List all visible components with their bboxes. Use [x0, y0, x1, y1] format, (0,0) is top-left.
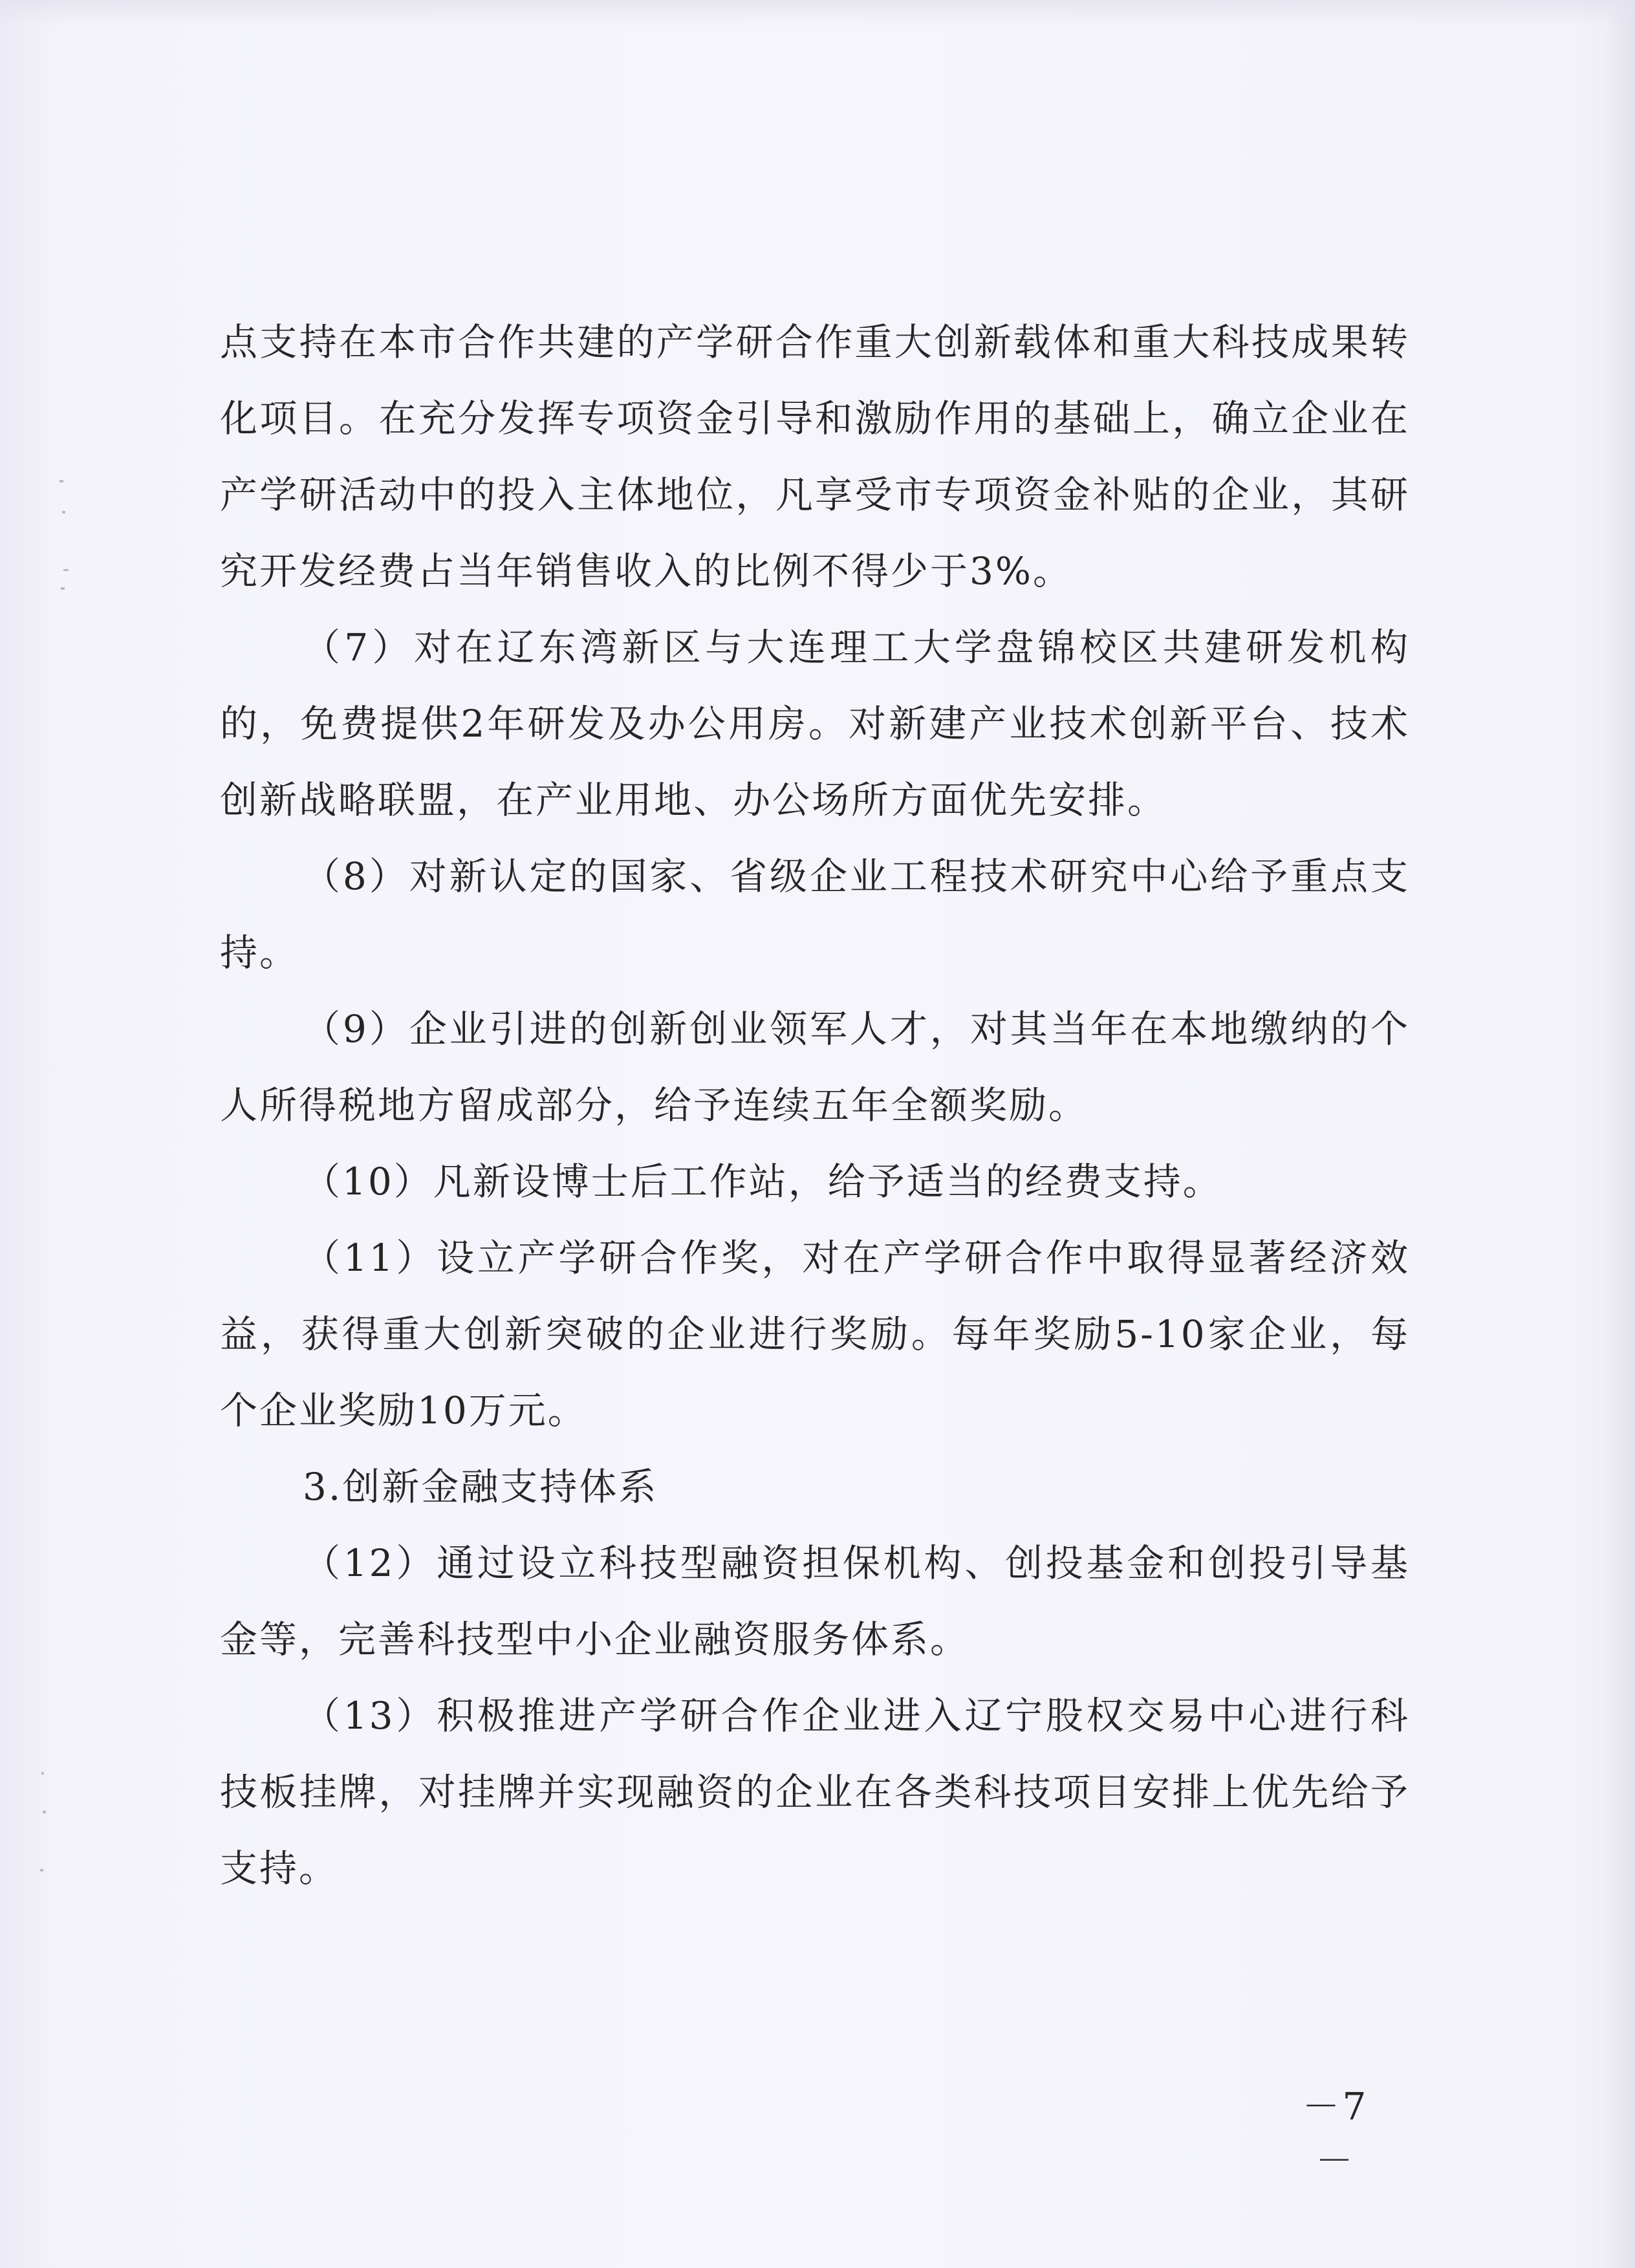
scan-edge-top — [0, 0, 1635, 26]
page-number: －7－ — [1302, 2084, 1369, 2183]
scan-speck — [41, 1772, 44, 1775]
scan-speck — [40, 1869, 43, 1872]
paragraph-item-9: （9）企业引进的创新创业领军人才，对其当年在本地缴纳的个人所得税地方留成部分，给予连续五年全额奖励。 — [220, 1007, 1410, 1127]
paragraph-continuation: 点支持在本市合作共建的产学研合作重大创新载体和重大科技成果转化项目。在充分发挥专项资金引导和激励作用的基础上，确立企业在产学研活动中的投入主体地位，凡享受市专项资金补贴的企业，其研究开发经费占当年销售收入的比例不得少于3%。 — [220, 320, 1410, 593]
paragraph-item-13: （13）积极推进产学研合作企业进入辽宁股权交易中心进行科技板挂牌，对挂牌并实现融资的企业在各类科技项目安排上优先给予支持。 — [220, 1694, 1410, 1890]
paragraph-item-12: （12）通过设立科技型融资担保机构、创投基金和创投引导基金等，完善科技型中小企业融资服务体系。 — [220, 1541, 1410, 1661]
scan-speck — [61, 587, 65, 590]
paragraph-item-11: （11）设立产学研合作奖，对在产学研合作中取得显著经济效益，获得重大创新突破的企业进行奖励。每年奖励5-10家企业，每个企业奖励10万元。 — [220, 1236, 1410, 1432]
section-heading-3: 3.创新金融支持体系 — [303, 1465, 658, 1509]
scan-speck — [60, 480, 63, 482]
scan-speck — [63, 569, 69, 571]
paragraph-item-10: （10）凡新设博士后工作站，给予适当的经费支持。 — [303, 1160, 1222, 1204]
paragraph-item-7: （7）对在辽东湾新区与大连理工大学盘锦校区共建研发机构的，免费提供2年研发及办公用房。对新建产业技术创新平台、技术创新战略联盟，在产业用地、办公场所方面优先安排。 — [220, 625, 1410, 822]
scan-speck — [43, 1811, 46, 1813]
scan-edge-right — [1605, 0, 1635, 2268]
body-text — [220, 304, 1410, 1906]
scan-speck — [62, 511, 65, 513]
paragraph-item-8: （8）对新认定的国家、省级企业工程技术研究中心给予重点支持。 — [220, 854, 1410, 975]
